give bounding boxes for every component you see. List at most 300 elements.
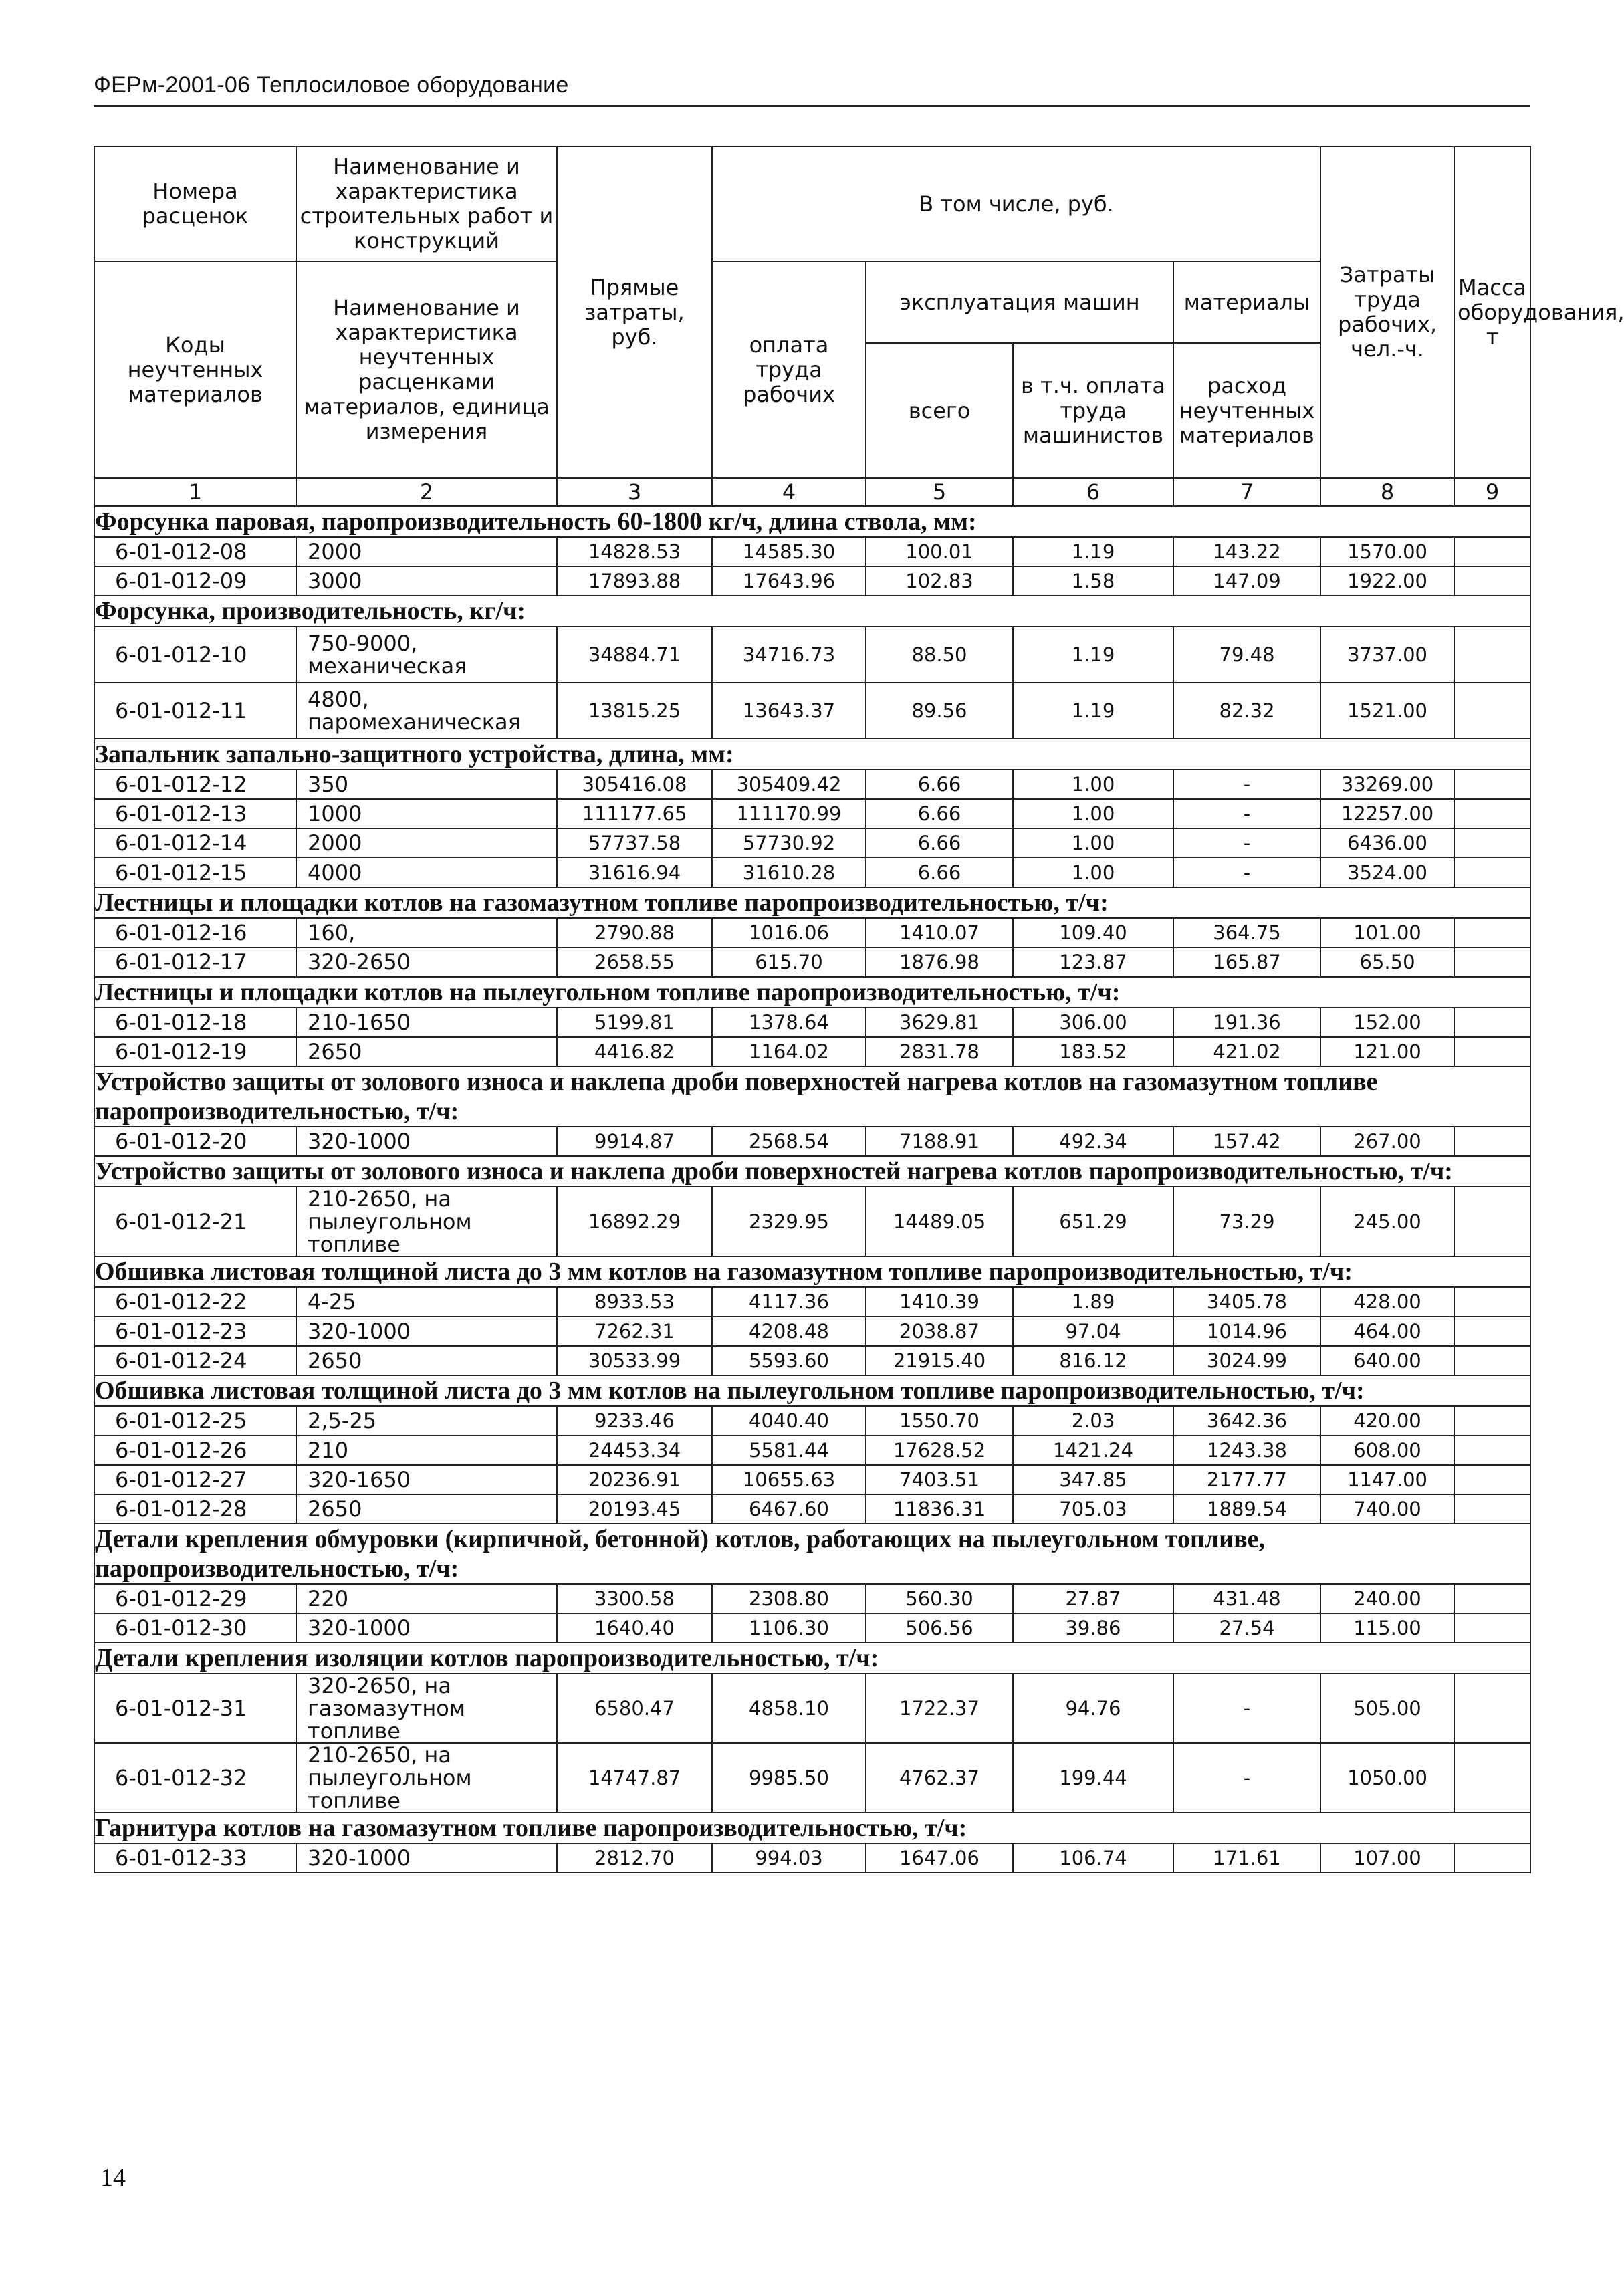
cell-code: 6-01-012-31 <box>94 1674 296 1743</box>
cell-mass <box>1454 1465 1530 1494</box>
cell-materials: 3642.36 <box>1173 1406 1320 1436</box>
cell-machines: 560.30 <box>866 1584 1013 1613</box>
section-header-row <box>94 1524 1530 1584</box>
section-header-row <box>94 1066 1530 1127</box>
cell-labor: 640.00 <box>1320 1346 1454 1375</box>
cell-code: 6-01-012-33 <box>94 1843 296 1873</box>
cell-wage: 5593.60 <box>712 1346 866 1375</box>
col-number: 1 <box>94 478 296 506</box>
cell-direct: 9233.46 <box>557 1406 712 1436</box>
header-labor: Затраты труда рабочих, чел.-ч. <box>1320 146 1454 478</box>
cell-mass <box>1454 1494 1530 1524</box>
section-header-row <box>94 506 1530 537</box>
table-row <box>94 1037 1530 1066</box>
cell-machines: 6.66 <box>866 799 1013 828</box>
section-title: Обшивка листовая толщиной листа до 3 мм котлов на пылеугольном топливе паропроизводительностью, т/ч: <box>94 1375 1530 1406</box>
cell-mass <box>1454 1346 1530 1375</box>
cell-code: 6-01-012-16 <box>94 918 296 947</box>
cell-machines: 17628.52 <box>866 1436 1013 1465</box>
cell-name: 2,5-25 <box>296 1406 557 1436</box>
cell-direct: 2812.70 <box>557 1843 712 1873</box>
table-row <box>94 918 1530 947</box>
cell-materials: 79.48 <box>1173 626 1320 683</box>
cell-mass <box>1454 1187 1530 1256</box>
cell-machines: 1410.07 <box>866 918 1013 947</box>
cell-machines: 88.50 <box>866 626 1013 683</box>
header-name-bottom: Наименование и характеристика неучтенных расценками материалов, единица измерения <box>296 261 557 478</box>
cell-machines: 506.56 <box>866 1613 1013 1643</box>
cell-code: 6-01-012-18 <box>94 1008 296 1037</box>
col-number: 5 <box>866 478 1013 506</box>
section-header-row <box>94 1813 1530 1843</box>
cell-direct: 24453.34 <box>557 1436 712 1465</box>
cell-name: 2000 <box>296 828 557 858</box>
table-row <box>94 1346 1530 1375</box>
cell-name: 320-2650 <box>296 947 557 977</box>
cell-incl-wage: 492.34 <box>1013 1127 1173 1156</box>
section-title: Форсунка паровая, паропроизводительность 60-1800 кг/ч, длина ствола, мм: <box>94 506 1530 537</box>
cell-labor: 107.00 <box>1320 1843 1454 1873</box>
cell-wage: 111170.99 <box>712 799 866 828</box>
cell-code: 6-01-012-12 <box>94 770 296 799</box>
cell-mass <box>1454 1316 1530 1346</box>
cell-mass <box>1454 683 1530 739</box>
col-number: 9 <box>1454 478 1530 506</box>
cell-materials: 165.87 <box>1173 947 1320 977</box>
section-header-row <box>94 739 1530 770</box>
cell-wage: 4117.36 <box>712 1287 866 1316</box>
table-row <box>94 537 1530 566</box>
cell-mass <box>1454 626 1530 683</box>
cell-code: 6-01-012-25 <box>94 1406 296 1436</box>
cell-code: 6-01-012-26 <box>94 1436 296 1465</box>
header-machines: эксплуатация машин <box>866 261 1173 343</box>
cell-machines: 11836.31 <box>866 1494 1013 1524</box>
cell-mass <box>1454 1584 1530 1613</box>
cell-labor: 121.00 <box>1320 1037 1454 1066</box>
cell-incl-wage: 109.40 <box>1013 918 1173 947</box>
col-number: 7 <box>1173 478 1320 506</box>
cell-incl-wage: 1.00 <box>1013 858 1173 887</box>
cell-mass <box>1454 828 1530 858</box>
table-row <box>94 1127 1530 1156</box>
cell-wage: 4040.40 <box>712 1406 866 1436</box>
cell-labor: 420.00 <box>1320 1406 1454 1436</box>
cell-machines: 2038.87 <box>866 1316 1013 1346</box>
cell-incl-wage: 199.44 <box>1013 1743 1173 1813</box>
section-header-row <box>94 887 1530 918</box>
cell-machines: 4762.37 <box>866 1743 1013 1813</box>
cell-name: 4800, паромеханическая <box>296 683 557 739</box>
cell-materials: - <box>1173 799 1320 828</box>
cell-name: 3000 <box>296 566 557 596</box>
cell-materials: 82.32 <box>1173 683 1320 739</box>
cell-labor: 464.00 <box>1320 1316 1454 1346</box>
cell-name: 320-1000 <box>296 1316 557 1346</box>
cell-wage: 17643.96 <box>712 566 866 596</box>
table-row <box>94 1843 1530 1873</box>
cell-labor: 115.00 <box>1320 1613 1454 1643</box>
section-title: Устройство защиты от золового износа и наклепа дроби поверхностей нагрева котлов на газомазутном топливе паропроизводительностью, т/ч: <box>94 1066 1530 1127</box>
cell-labor: 12257.00 <box>1320 799 1454 828</box>
cell-direct: 57737.58 <box>557 828 712 858</box>
page-header: ФЕРм-2001-06 Теплосиловое оборудование <box>94 72 569 98</box>
cell-direct: 31616.94 <box>557 858 712 887</box>
cell-mass <box>1454 1613 1530 1643</box>
cell-materials: 364.75 <box>1173 918 1320 947</box>
cell-incl-wage: 183.52 <box>1013 1037 1173 1066</box>
cell-materials: 73.29 <box>1173 1187 1320 1256</box>
cell-materials: 27.54 <box>1173 1613 1320 1643</box>
table-row <box>94 947 1530 977</box>
cell-name: 2650 <box>296 1037 557 1066</box>
cell-code: 6-01-012-29 <box>94 1584 296 1613</box>
cell-incl-wage: 1.19 <box>1013 626 1173 683</box>
cell-direct: 111177.65 <box>557 799 712 828</box>
cell-materials: 431.48 <box>1173 1584 1320 1613</box>
cell-code: 6-01-012-19 <box>94 1037 296 1066</box>
cell-name: 4-25 <box>296 1287 557 1316</box>
header-wage: оплата труда рабочих <box>712 261 866 478</box>
page-number: 14 <box>100 2164 126 2192</box>
cell-machines: 3629.81 <box>866 1008 1013 1037</box>
cell-direct: 5199.81 <box>557 1008 712 1037</box>
cell-wage: 10655.63 <box>712 1465 866 1494</box>
cell-name: 2650 <box>296 1494 557 1524</box>
cell-labor: 505.00 <box>1320 1674 1454 1743</box>
col-number: 6 <box>1013 478 1173 506</box>
cell-labor: 245.00 <box>1320 1187 1454 1256</box>
section-header-row <box>94 596 1530 626</box>
section-title: Детали крепления изоляции котлов паропроизводительностью, т/ч: <box>94 1643 1530 1674</box>
cell-labor: 3737.00 <box>1320 626 1454 683</box>
cell-incl-wage: 306.00 <box>1013 1008 1173 1037</box>
table-row <box>94 1613 1530 1643</box>
cell-code: 6-01-012-15 <box>94 858 296 887</box>
cell-name: 320-1650 <box>296 1465 557 1494</box>
cell-labor: 1147.00 <box>1320 1465 1454 1494</box>
cell-name: 210-2650, на пылеугольном топливе <box>296 1187 557 1256</box>
cell-mass <box>1454 1436 1530 1465</box>
cell-machines: 89.56 <box>866 683 1013 739</box>
cell-mass <box>1454 1743 1530 1813</box>
cell-machines: 1410.39 <box>866 1287 1013 1316</box>
cell-incl-wage: 1.00 <box>1013 828 1173 858</box>
cell-incl-wage: 816.12 <box>1013 1346 1173 1375</box>
cell-materials: 3024.99 <box>1173 1346 1320 1375</box>
header-machines-total: всего <box>866 343 1013 478</box>
cell-machines: 1876.98 <box>866 947 1013 977</box>
cell-code: 6-01-012-32 <box>94 1743 296 1813</box>
cell-code: 6-01-012-27 <box>94 1465 296 1494</box>
cell-materials: 191.36 <box>1173 1008 1320 1037</box>
cell-code: 6-01-012-11 <box>94 683 296 739</box>
cell-incl-wage: 27.87 <box>1013 1584 1173 1613</box>
cell-labor: 152.00 <box>1320 1008 1454 1037</box>
table-row <box>94 1743 1530 1813</box>
cell-direct: 16892.29 <box>557 1187 712 1256</box>
col-number: 3 <box>557 478 712 506</box>
header-name-top: Наименование и характеристика строительных работ и конструкций <box>296 146 557 261</box>
column-numbers-row <box>94 478 1530 506</box>
cell-direct: 20236.91 <box>557 1465 712 1494</box>
header-codes-top: Номера расценок <box>94 146 296 261</box>
cell-direct: 14747.87 <box>557 1743 712 1813</box>
cell-direct: 13815.25 <box>557 683 712 739</box>
section-title: Обшивка листовая толщиной листа до 3 мм котлов на газомазутном топливе паропроизводительностью, т/ч: <box>94 1256 1530 1287</box>
cell-name: 750-9000, механическая <box>296 626 557 683</box>
cell-code: 6-01-012-23 <box>94 1316 296 1346</box>
cell-materials: - <box>1173 1674 1320 1743</box>
cell-materials: 143.22 <box>1173 537 1320 566</box>
cell-mass <box>1454 1037 1530 1066</box>
cell-labor: 3524.00 <box>1320 858 1454 887</box>
header-mass: Масса оборудования, т <box>1454 146 1530 478</box>
cell-mass <box>1454 858 1530 887</box>
section-header-row <box>94 1643 1530 1674</box>
section-title: Устройство защиты от золового износа и наклепа дроби поверхностей нагрева котлов паропроизводительностью, т/ч: <box>94 1156 1530 1187</box>
section-header-row <box>94 977 1530 1008</box>
cell-wage: 6467.60 <box>712 1494 866 1524</box>
cell-mass <box>1454 947 1530 977</box>
header-incl-wage: в т.ч. оплата труда машинистов <box>1013 343 1173 478</box>
header-codes-bottom: Коды неучтенных материалов <box>94 261 296 478</box>
cell-labor: 33269.00 <box>1320 770 1454 799</box>
cell-code: 6-01-012-30 <box>94 1613 296 1643</box>
cell-labor: 6436.00 <box>1320 828 1454 858</box>
cell-direct: 2790.88 <box>557 918 712 947</box>
cell-mass <box>1454 1674 1530 1743</box>
section-title: Лестницы и площадки котлов на газомазутном топливе паропроизводительностью, т/ч: <box>94 887 1530 918</box>
cell-wage: 1164.02 <box>712 1037 866 1066</box>
cell-materials: 1889.54 <box>1173 1494 1320 1524</box>
header-materials: материалы <box>1173 261 1320 343</box>
cell-wage: 4208.48 <box>712 1316 866 1346</box>
cell-wage: 2568.54 <box>712 1127 866 1156</box>
section-title: Детали крепления обмуровки (кирпичной, бетонной) котлов, работающих на пылеугольном топливе, паропроизводительностью, т/ч: <box>94 1524 1530 1584</box>
cell-materials: - <box>1173 828 1320 858</box>
cell-mass <box>1454 1127 1530 1156</box>
cell-code: 6-01-012-13 <box>94 799 296 828</box>
cell-name: 4000 <box>296 858 557 887</box>
cell-mass <box>1454 537 1530 566</box>
cell-code: 6-01-012-21 <box>94 1187 296 1256</box>
cell-wage: 5581.44 <box>712 1436 866 1465</box>
cell-incl-wage: 1.89 <box>1013 1287 1173 1316</box>
cell-name: 210-2650, на пылеугольном топливе <box>296 1743 557 1813</box>
section-header-row <box>94 1256 1530 1287</box>
table-row <box>94 1494 1530 1524</box>
cell-materials: - <box>1173 1743 1320 1813</box>
table-row <box>94 1287 1530 1316</box>
cell-materials: 171.61 <box>1173 1843 1320 1873</box>
cell-labor: 1050.00 <box>1320 1743 1454 1813</box>
cell-materials: 1243.38 <box>1173 1436 1320 1465</box>
cell-labor: 1521.00 <box>1320 683 1454 739</box>
cell-machines: 1722.37 <box>866 1674 1013 1743</box>
table-row <box>94 828 1530 858</box>
cell-name: 220 <box>296 1584 557 1613</box>
col-number: 8 <box>1320 478 1454 506</box>
cell-direct: 7262.31 <box>557 1316 712 1346</box>
price-table <box>94 146 1624 1873</box>
section-header-row <box>94 1375 1530 1406</box>
cell-wage: 2308.80 <box>712 1584 866 1613</box>
table-row <box>94 1316 1530 1346</box>
cell-incl-wage: 1.00 <box>1013 770 1173 799</box>
cell-wage: 1378.64 <box>712 1008 866 1037</box>
cell-direct: 17893.88 <box>557 566 712 596</box>
cell-code: 6-01-012-08 <box>94 537 296 566</box>
cell-mass <box>1454 566 1530 596</box>
cell-labor: 267.00 <box>1320 1127 1454 1156</box>
cell-name: 210-1650 <box>296 1008 557 1037</box>
cell-machines: 14489.05 <box>866 1187 1013 1256</box>
cell-incl-wage: 651.29 <box>1013 1187 1173 1256</box>
cell-code: 6-01-012-10 <box>94 626 296 683</box>
cell-wage: 13643.37 <box>712 683 866 739</box>
cell-materials: 3405.78 <box>1173 1287 1320 1316</box>
cell-code: 6-01-012-20 <box>94 1127 296 1156</box>
cell-wage: 57730.92 <box>712 828 866 858</box>
cell-name: 1000 <box>296 799 557 828</box>
cell-name: 2650 <box>296 1346 557 1375</box>
cell-name: 320-1000 <box>296 1843 557 1873</box>
cell-direct: 1640.40 <box>557 1613 712 1643</box>
cell-direct: 30533.99 <box>557 1346 712 1375</box>
cell-labor: 428.00 <box>1320 1287 1454 1316</box>
cell-direct: 4416.82 <box>557 1037 712 1066</box>
col-number: 2 <box>296 478 557 506</box>
section-title: Запальник запально-защитного устройства, длина, мм: <box>94 739 1530 770</box>
cell-labor: 740.00 <box>1320 1494 1454 1524</box>
cell-direct: 20193.45 <box>557 1494 712 1524</box>
cell-materials: 421.02 <box>1173 1037 1320 1066</box>
cell-labor: 65.50 <box>1320 947 1454 977</box>
cell-machines: 1647.06 <box>866 1843 1013 1873</box>
header-rule <box>94 105 1530 107</box>
cell-direct: 6580.47 <box>557 1674 712 1743</box>
cell-materials: 2177.77 <box>1173 1465 1320 1494</box>
cell-machines: 6.66 <box>866 770 1013 799</box>
cell-machines: 6.66 <box>866 858 1013 887</box>
cell-labor: 240.00 <box>1320 1584 1454 1613</box>
cell-machines: 100.01 <box>866 537 1013 566</box>
cell-machines: 21915.40 <box>866 1346 1013 1375</box>
cell-machines: 102.83 <box>866 566 1013 596</box>
cell-mass <box>1454 799 1530 828</box>
cell-incl-wage: 97.04 <box>1013 1316 1173 1346</box>
cell-wage: 14585.30 <box>712 537 866 566</box>
cell-machines: 6.66 <box>866 828 1013 858</box>
cell-incl-wage: 1421.24 <box>1013 1436 1173 1465</box>
header-material-consumption: расход неучтенных материалов <box>1173 343 1320 478</box>
cell-incl-wage: 39.86 <box>1013 1613 1173 1643</box>
cell-incl-wage: 705.03 <box>1013 1494 1173 1524</box>
cell-incl-wage: 1.19 <box>1013 683 1173 739</box>
cell-name: 160, <box>296 918 557 947</box>
cell-incl-wage: 1.58 <box>1013 566 1173 596</box>
table-row <box>94 1187 1530 1256</box>
table-row <box>94 799 1530 828</box>
table-row <box>94 1436 1530 1465</box>
cell-mass <box>1454 1008 1530 1037</box>
cell-wage: 1106.30 <box>712 1613 866 1643</box>
cell-code: 6-01-012-22 <box>94 1287 296 1316</box>
table-row <box>94 1008 1530 1037</box>
header-including: В том числе, руб. <box>712 146 1320 261</box>
cell-code: 6-01-012-24 <box>94 1346 296 1375</box>
cell-code: 6-01-012-28 <box>94 1494 296 1524</box>
cell-wage: 2329.95 <box>712 1187 866 1256</box>
cell-machines: 1550.70 <box>866 1406 1013 1436</box>
cell-incl-wage: 123.87 <box>1013 947 1173 977</box>
cell-direct: 305416.08 <box>557 770 712 799</box>
table-row <box>94 683 1530 739</box>
cell-direct: 3300.58 <box>557 1584 712 1613</box>
cell-incl-wage: 2.03 <box>1013 1406 1173 1436</box>
cell-materials: 147.09 <box>1173 566 1320 596</box>
cell-wage: 9985.50 <box>712 1743 866 1813</box>
col-number: 4 <box>712 478 866 506</box>
cell-name: 320-1000 <box>296 1613 557 1643</box>
cell-labor: 1570.00 <box>1320 537 1454 566</box>
section-header-row <box>94 1156 1530 1187</box>
cell-incl-wage: 106.74 <box>1013 1843 1173 1873</box>
cell-materials: - <box>1173 858 1320 887</box>
cell-incl-wage: 94.76 <box>1013 1674 1173 1743</box>
cell-code: 6-01-012-09 <box>94 566 296 596</box>
cell-direct: 34884.71 <box>557 626 712 683</box>
cell-mass <box>1454 770 1530 799</box>
cell-code: 6-01-012-14 <box>94 828 296 858</box>
cell-machines: 2831.78 <box>866 1037 1013 1066</box>
cell-name: 320-1000 <box>296 1127 557 1156</box>
cell-labor: 101.00 <box>1320 918 1454 947</box>
cell-materials: 1014.96 <box>1173 1316 1320 1346</box>
table-row <box>94 1406 1530 1436</box>
cell-code: 6-01-012-17 <box>94 947 296 977</box>
cell-mass <box>1454 918 1530 947</box>
cell-wage: 1016.06 <box>712 918 866 947</box>
cell-name: 210 <box>296 1436 557 1465</box>
cell-direct: 8933.53 <box>557 1287 712 1316</box>
section-title: Форсунка, производительность, кг/ч: <box>94 596 1530 626</box>
cell-name: 320-2650, на газомазутном топливе <box>296 1674 557 1743</box>
cell-mass <box>1454 1287 1530 1316</box>
cell-wage: 31610.28 <box>712 858 866 887</box>
table-row <box>94 770 1530 799</box>
cell-incl-wage: 347.85 <box>1013 1465 1173 1494</box>
cell-wage: 4858.10 <box>712 1674 866 1743</box>
cell-direct: 2658.55 <box>557 947 712 977</box>
cell-direct: 9914.87 <box>557 1127 712 1156</box>
cell-wage: 615.70 <box>712 947 866 977</box>
cell-wage: 994.03 <box>712 1843 866 1873</box>
section-title: Гарнитура котлов на газомазутном топливе паропроизводительностью, т/ч: <box>94 1813 1530 1843</box>
cell-labor: 608.00 <box>1320 1436 1454 1465</box>
cell-wage: 34716.73 <box>712 626 866 683</box>
cell-incl-wage: 1.00 <box>1013 799 1173 828</box>
cell-mass <box>1454 1406 1530 1436</box>
table-row <box>94 1465 1530 1494</box>
cell-wage: 305409.42 <box>712 770 866 799</box>
section-title: Лестницы и площадки котлов на пылеугольном топливе паропроизводительностью, т/ч: <box>94 977 1530 1008</box>
cell-incl-wage: 1.19 <box>1013 537 1173 566</box>
cell-machines: 7188.91 <box>866 1127 1013 1156</box>
table-row <box>94 566 1530 596</box>
cell-materials: - <box>1173 770 1320 799</box>
